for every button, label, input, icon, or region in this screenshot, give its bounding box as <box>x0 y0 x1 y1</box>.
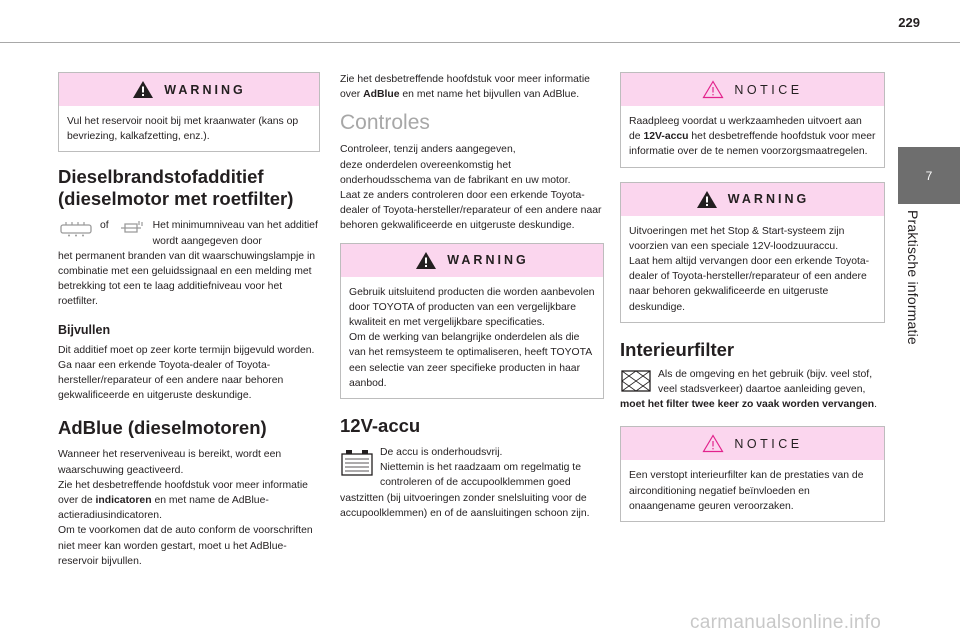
warning-text-2: Laat hem altijd vervangen door een erkende Toyota-dealer of Toyota-hersteller/reparateur of een andere naar behoren gekwalificeerde en uitgeruste deskundige. <box>629 256 870 313</box>
adblue-text-2: Zie het desbetreffende hoofdstuk voor meer informatie over de indicatoren en met name de AdBlue-actieradiusindicatoren. <box>58 479 308 522</box>
notice-triangle-icon <box>702 434 724 453</box>
watermark: carmanualsonline.info <box>690 612 882 633</box>
accu-text-1: De accu is onderhoudsvrij. <box>380 447 503 459</box>
interieurfilter-text: Als de omgeving en het gebruik (bijv. veel stof, veel stadsverkeer) daartoe aanleiding geven, moet het filter twee keer zo vaak worden vervangen. <box>620 368 877 411</box>
notice-title: NOTICE <box>734 436 803 451</box>
warning-title: WARNING <box>727 192 810 207</box>
notice-title: NOTICE <box>734 82 803 97</box>
section-heading-interieurfilter: Interieurfilter <box>620 338 735 360</box>
notice-box <box>620 426 885 522</box>
warning-text-2: Om de werking van belangrijke onderdelen als die van het remsysteem te optimaliseren, heeft TOYOTA een selectie van zeer specifieke producten in haar aanbod. <box>349 332 592 389</box>
warning-triangle-icon <box>415 251 437 270</box>
section-heading-adblue: AdBlue (dieselmotoren) <box>58 417 267 439</box>
notice-header <box>621 427 884 460</box>
warning-header <box>621 183 884 216</box>
warning-title: WARNING <box>447 253 529 268</box>
notice-text: Een verstopt interieurfilter kan de prestaties van de airconditioning negatief beïnvloeden en onaangename geuren veroorzaken. <box>629 470 864 512</box>
notice-triangle-icon <box>702 80 724 99</box>
bijvullen-text-1: Dit additief moet op zeer korte termijn bijgevuld worden. <box>58 344 315 356</box>
warning-box <box>58 72 320 152</box>
diesel-additive-paragraph <box>58 218 320 248</box>
notice-text: Raadpleeg voordat u werkzaamheden uitvoert aan de 12V-accu het desbetreffende hoofdstuk voor meer informatie over de te nemen voorzorgsmaatregelen. <box>629 116 876 158</box>
warning-text-1: Uitvoeringen met het Stop & Start-systeem zijn voorzien van een speciale 12V-loodzuuraccu. <box>629 225 845 252</box>
chapter-number: 7 <box>925 168 933 183</box>
column-left <box>58 72 320 569</box>
fuel-filter-warning-icon <box>58 218 94 238</box>
controles-text-1: Controleer, tenzij anders aangegeven, <box>340 144 516 156</box>
column-middle <box>340 72 604 521</box>
battery-icon <box>340 447 374 477</box>
warning-header <box>59 73 319 106</box>
adblue-text-1: Wanneer het reserveniveau is bereikt, wordt een waarschuwing geactiveerd. <box>58 449 282 476</box>
warning-box <box>340 243 604 399</box>
chapter-tab[interactable] <box>898 147 960 204</box>
warning-header <box>341 244 603 277</box>
chapter-title: Praktische informatie <box>905 210 921 345</box>
warning-text-1: Gebruik uitsluitend producten die worden aanbevolen door TOYOTA of producten van een vergelijkbare kwaliteit en met vergelijkbare specificaties. <box>349 286 595 329</box>
or-text: of <box>100 220 109 232</box>
warning-text: Vul het reservoir nooit bij met kraanwater (kans op bevriezing, kalkafzetting, enz.). <box>67 116 299 143</box>
accu-text-2: Niettemin is het raadzaam om regelmatig te controleren of de accupoolklemmen goed vastzitten (bij uitvoeringen zonder snelsluiting voor de accupoolklemmen) en of de aansluitingen schoon zijn. <box>340 462 590 519</box>
controles-text-3: Laat ze anders controleren door een erkende Toyota-dealer of Toyota-hersteller/reparateur of een andere naar behoren gekwalificeerde en uitgeruste deskundige. <box>340 190 602 232</box>
warning-title: WARNING <box>164 82 246 97</box>
section-heading-diesel-additive: Dieselbrandstofadditief (dieselmotor met roetfilter) <box>58 166 294 210</box>
warning-box <box>620 182 885 323</box>
diesel-additive-warning-icon <box>115 218 147 238</box>
diesel-text: het permanent branden van dit waarschuwingslampje in combinatie met een geluidssignaal en een melding met betrekking tot een te laag additiefniveau voor het roetfilter. <box>58 250 316 308</box>
column-right <box>620 72 885 536</box>
notice-box <box>620 72 885 168</box>
controles-text-2: deze onderdelen overeenkomstig het onderhoudsschema van de fabrikant en uw motor. <box>340 159 571 186</box>
interieurfilter-paragraph <box>620 367 885 413</box>
section-heading-bijvullen: Bijvullen <box>58 322 111 337</box>
cabin-filter-icon <box>620 369 652 393</box>
page-number: 229 <box>898 15 920 30</box>
header-divider <box>0 42 960 43</box>
notice-header <box>621 73 884 106</box>
warning-triangle-icon <box>696 190 718 209</box>
diesel-text-right: Het minimumniveau van het additief wordt aangegeven door <box>152 220 318 247</box>
accu-paragraph <box>340 445 604 521</box>
adblue-text-3: Om te voorkomen dat de auto conform de voorschriften niet meer kan worden gestart, moet u het AdBlue-reservoir bijvullen. <box>58 525 313 567</box>
section-heading-controles: Controles <box>340 111 430 135</box>
adblue-intro: Zie het desbetreffende hoofdstuk voor meer informatie over AdBlue en met name het bijvullen van AdBlue. <box>340 74 590 101</box>
bijvullen-text-2: Ga naar een erkende Toyota-dealer of Toyota-hersteller/reparateur of een andere naar behoren gekwalificeerde en uitgeruste deskundige. <box>58 359 284 402</box>
warning-triangle-icon <box>132 80 154 99</box>
section-heading-12v-accu: 12V-accu <box>340 415 421 437</box>
